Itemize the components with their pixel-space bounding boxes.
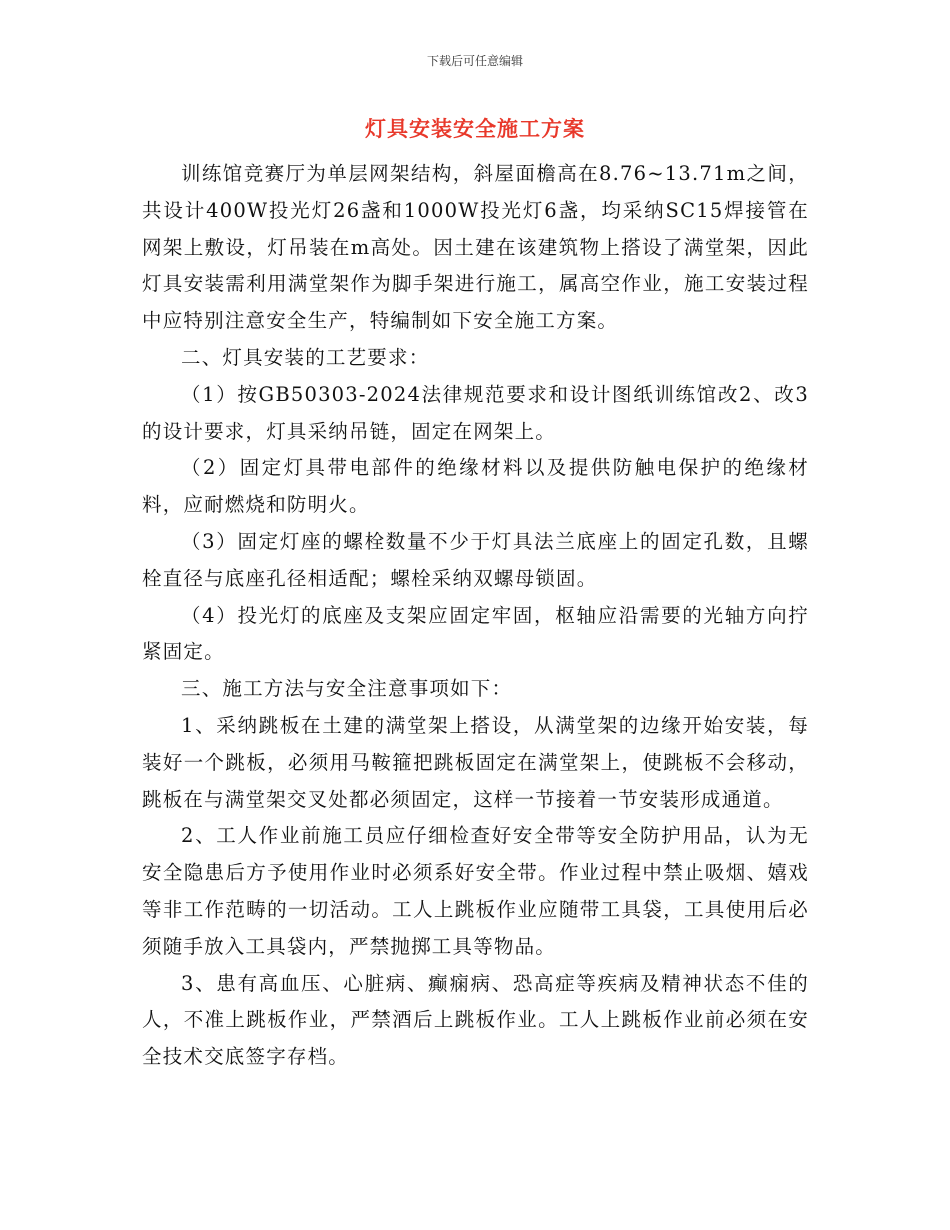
document-title: 灯具安装安全施工方案 bbox=[365, 117, 585, 141]
intro-paragraph: 训练馆竞赛厅为单层网架结构，斜屋面檐高在8.76~13.71m之间，共设计400W投光灯26盏和1000W投光灯6盏，均采纳SC15焊接管在网架上敷设，灯吊装在m高处。因土建在该建筑物上搭设了满堂架，因此灯具安装需利用满堂架作为脚手架进行施工，属高空作业，施工安装过程中应特别注意安全生产，特编制如下安全施工方案。 bbox=[142, 162, 809, 333]
method-item-3: 3、患有高血压、心脏病、癫痫病、恐高症等疾病及精神状态不佳的人，不准上跳板作业，严禁酒后上跳板作业。工人上跳板作业前必须在安全技术交底签字存档。 bbox=[142, 971, 809, 1069]
requirement-item-4: （4）投光灯的底座及支架应固定牢固，枢轴应沿需要的光轴方向拧紧固定。 bbox=[142, 603, 809, 664]
document-body bbox=[142, 156, 809, 1076]
method-item-2: 2、工人作业前施工员应仔细检查好安全带等安全防护用品，认为无安全隐患后方予使用作业时必须系好安全带。作业过程中禁止吸烟、嬉戏等非工作范畴的一切活动。工人上跳板作业应随带工具袋，工具使用后必须随手放入工具袋内，严禁抛掷工具等物品。 bbox=[142, 824, 809, 958]
requirement-item-2: （2）固定灯具带电部件的绝缘材料以及提供防触电保护的绝缘材料，应耐燃烧和防明火。 bbox=[142, 456, 809, 517]
method-item-1: 1、采纳跳板在土建的满堂架上搭设，从满堂架的边缘开始安装，每装好一个跳板，必须用马鞍箍把跳板固定在满堂架上，使跳板不会移动，跳板在与满堂架交叉处都必须固定，这样一节接着一节安装形成通道。 bbox=[142, 713, 809, 811]
download-note: 下载后可任意编辑 bbox=[426, 54, 523, 68]
section-heading-requirements: 二、灯具安装的工艺要求： bbox=[181, 345, 430, 369]
section-heading-methods: 三、施工方法与安全注意事项如下： bbox=[181, 677, 513, 701]
requirement-item-3: （3）固定灯座的螺栓数量不少于灯具法兰底座上的固定孔数，且螺栓直径与底座孔径相适配；螺栓采纳双螺母锁固。 bbox=[142, 529, 809, 590]
requirement-item-1: （1）按GB50303-2024法律规范要求和设计图纸训练馆改2、改3的设计要求，灯具采纳吊链，固定在网架上。 bbox=[142, 382, 809, 443]
